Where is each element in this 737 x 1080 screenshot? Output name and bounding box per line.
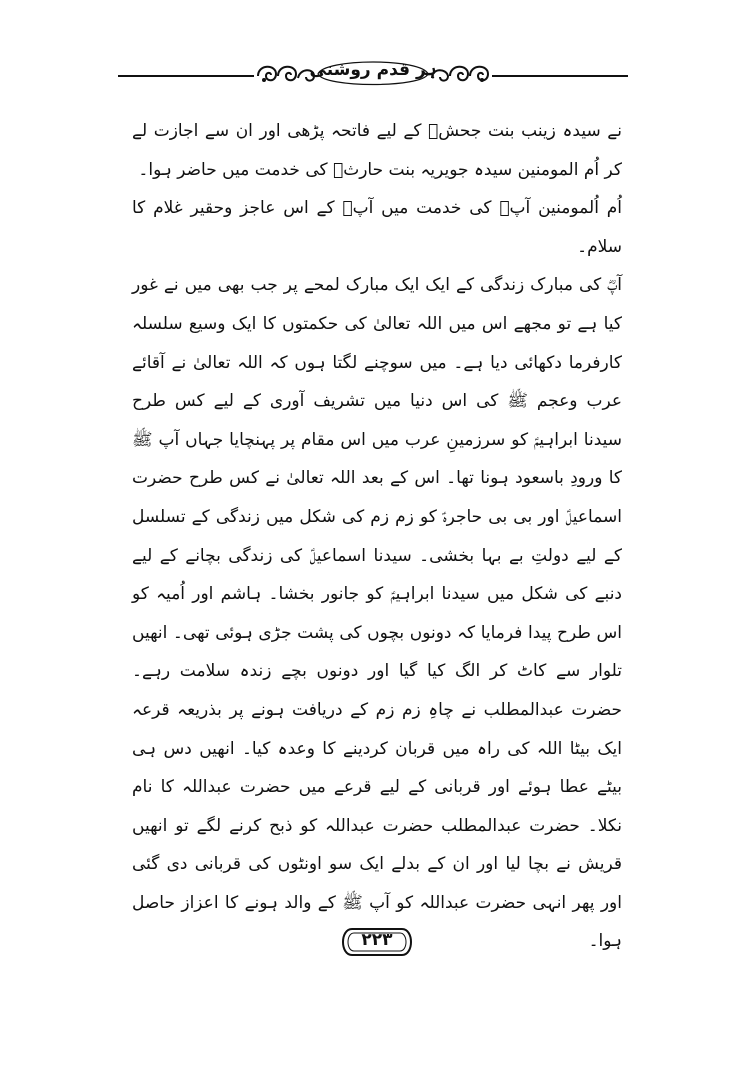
body-paragraph: آپؓ کی مبارک زندگی کے ایک ایک مبارک لمحے پر جب بھی میں نے غور کیا ہے تو مجھے اس میں اللہ تعالیٰ کی حکمتوں کا ایک وسیع سلسلہ کارفرما دکھائی دیا ہے۔ میں سوچنے لگتا ہوں کہ اللہ تعالیٰ نے آقائے عرب وعجم ﷺ کی اس دنیا میں تشریف آوری کے لیے کس طرح سیدنا ابراہیمؑ کو سرزمینِ عرب میں اس مقام پر پہنچایا جہاں آپ ﷺ کا ورودِ باسعود ہونا تھا۔ اس کے بعد اللہ تعالیٰ نے کس طرح حضرت اسماعیلؑ اور بی بی حاجرہؑ کو زم زم کی شکل میں زندگی کے تسلسل کے لیے دولتِ بے بہا بخشی۔ سیدنا اسماعیلؑ کی زندگی بچانے کے لیے دنبے کی شکل میں سیدنا ابراہیمؑ کو جانور بخشا۔ ہاشم اور اُمیہ کو اس طرح پیدا فرمایا کہ دونوں بچوں کی پشت جڑی ہوئی تھی۔ انھیں تلوار سے کاٹ کر الگ کیا گیا اور دونوں بچے زندہ سلامت رہے۔ حضرت عبدالمطلب نے چاہِ زم زم کے دریافت ہونے پر بذریعہ قرعہ ایک بیٹا اللہ کی راہ میں قربان کردینے کا وعدہ کیا۔ انھیں دس ہی بیٹے عطا ہوئے اور قربانی کے لیے قرعے میں حضرت عبداللہ کا نام نکلا۔ حضرت عبدالمطلب حضرت عبداللہ کو ذبح کرنے لگے تو انھیں قریش نے بچا لیا اور ان کے بدلے ایک سو اونٹوں کی قربانی دی گئی اور پھر انہی حضرت عبداللہ کو آپ ﷺ کے والد ہونے کا اعزاز حاصل ہوا۔ — [132, 275, 622, 952]
body-paragraph: اُم اُلمومنین آپؓ کی خدمت میں آپؓ کے اس عاجز وحقیر غلام کا سلام۔ — [132, 198, 622, 257]
running-title: ہر قدم روشنی — [309, 60, 437, 80]
page-number: ۲۲۳ — [361, 930, 393, 950]
page-header — [118, 50, 628, 94]
page-footer — [0, 924, 737, 964]
page-body — [132, 112, 622, 961]
body-paragraph: نے سیدہ زینب بنت جحشؓ کے لیے فاتحہ پڑھی اور ان سے اجازت لے کر اُم المومنین سیدہ جویریہ بنت حارثؓ کی خدمت میں حاضر ہوا۔ — [132, 121, 622, 180]
